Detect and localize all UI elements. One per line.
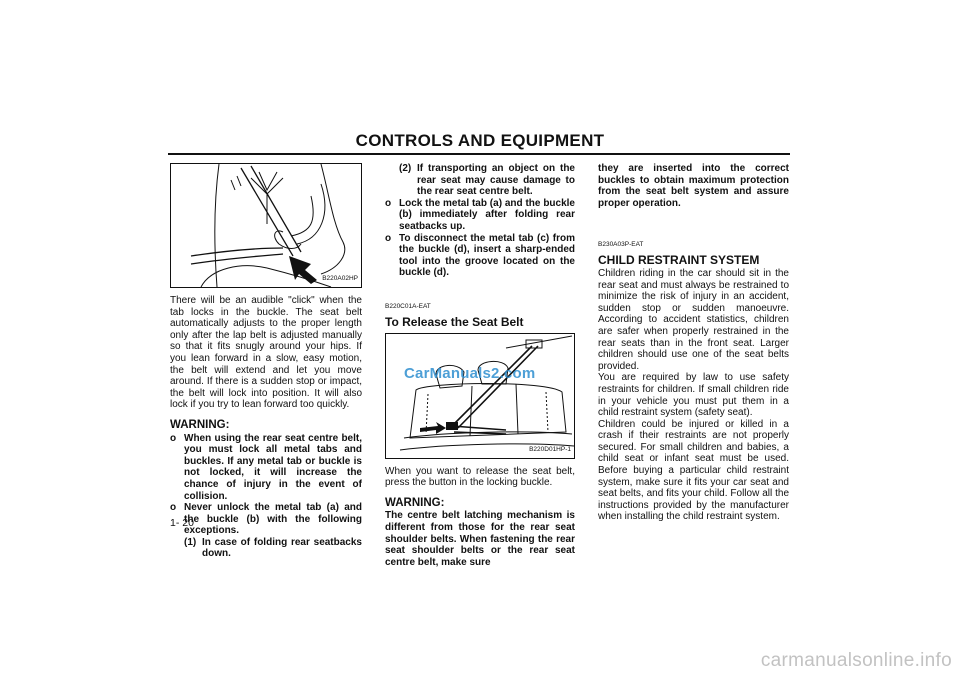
list-bullet: o xyxy=(385,197,392,209)
warning-text: The centre belt latching mechanism is different from those for the rear seat shoulder belts. When fastening the rear seat shoulder belts or the rear seat centre belt, make sure xyxy=(385,510,575,568)
column-1 xyxy=(170,163,362,560)
figure-rear-seat-belt xyxy=(385,333,575,459)
list-item xyxy=(385,198,575,233)
header-rule xyxy=(168,153,790,155)
paragraph-release-instructions: When you want to release the seat belt, press the button in the locking buckle. xyxy=(385,465,575,489)
list-bullet: o xyxy=(170,432,177,444)
figure-belt-buckle xyxy=(170,163,362,288)
warning-heading: WARNING: xyxy=(385,496,445,509)
paragraph-child-restraint: Children riding in the car should sit in the rear seat and must always be restrained to minimize the risk of injury in an accident, sudden stop or sudden manoeuvre. According to accident statistics, children are safer when properly restrained in the rear seats than in the front seat. Larger children should use one of the seat belts provided. xyxy=(598,267,789,372)
footer-watermark: carmanualsonline.info xyxy=(760,650,952,671)
section-reference-code: B230A03P-EAT xyxy=(598,241,644,249)
warning-continued-text: they are inserted into the correct buckles to obtain maximum protection from the seat belt system and assure proper operation. xyxy=(598,163,789,209)
warning-item xyxy=(170,433,362,503)
section-title-release-belt: To Release the Seat Belt xyxy=(385,314,524,329)
warning-item xyxy=(170,502,362,537)
arrow-icon xyxy=(289,256,317,284)
figure-code: B220A02HP xyxy=(322,275,358,283)
illustration-rear-seat xyxy=(386,334,574,458)
list-item-text: To disconnect the metal tab (c) from the buckle (d), insert a sharp-ended tool into the groove located on the buckle (d). xyxy=(399,232,575,279)
column-2 xyxy=(385,163,575,568)
watermark-text: CarManuals2.com xyxy=(404,364,536,382)
warning-heading: WARNING: xyxy=(170,418,230,431)
arrow-icon xyxy=(420,422,446,434)
sub-item-text: In case of folding rear seatbacks down. xyxy=(202,536,362,560)
list-bullet: o xyxy=(385,232,392,244)
column-3 xyxy=(598,163,789,523)
sub-item xyxy=(170,537,362,560)
warning-text: When using the rear seat centre belt, you must lock all metal tabs and buckles. If any metal tab or buckle is not locked, it will increase the chance of injury in the event of collision. xyxy=(184,432,362,502)
paragraph-child-restraint: Children could be injured or killed in a crash if their restraints are not properly secured. For small children and babies, a child seat or infant seat must be used. Before buying a particular child restraint system, make sure it fits your car seat and seat belts, and fits your child. Follow all the instructions provided by the manufacturer when installing the child restraint system. xyxy=(598,418,789,523)
page-header-title: CONTROLS AND EQUIPMENT xyxy=(355,131,605,150)
list-item xyxy=(385,233,575,279)
list-item-text: Lock the metal tab (a) and the buckle (b) immediately after folding rear seatbacks up. xyxy=(399,197,575,232)
section-title-child-restraint: CHILD RESTRAINT SYSTEM xyxy=(598,252,760,267)
paragraph-audible-click: There will be an audible "click" when the tab locks in the buckle. The seat belt automatically adjusts to the proper length only after the lap belt is adjusted manually so that it fits snugly around your hips. If you lean forward in a slow, easy motion, the belt will extend and let you move around. If there is a sudden stop or impact, the belt will lock into position. It will also lock if you try to lean forward too quickly. xyxy=(170,295,362,411)
sub-item xyxy=(385,163,575,198)
paragraph-child-restraint: You are required by law to use safety restraints for children. If small children ride in your vehicle you must put them in a child restraint system (safety seat). xyxy=(598,372,789,419)
warning-text: Never unlock the metal tab (a) and the buckle (b) with the following exceptions. xyxy=(184,502,362,537)
list-bullet: o xyxy=(170,502,177,514)
page-number: 1- 20 xyxy=(170,517,194,529)
sub-item-number: (2) xyxy=(399,163,412,174)
sub-item-text: If transporting an object on the rear seat may cause damage to the rear seat centre belt. xyxy=(417,163,575,198)
section-reference-code: B220C01A-EAT xyxy=(385,302,431,310)
illustration-person-buckling-belt xyxy=(171,164,361,287)
figure-code: B220D01HP-1 xyxy=(529,445,571,453)
sub-item-number: (1) xyxy=(184,536,197,548)
